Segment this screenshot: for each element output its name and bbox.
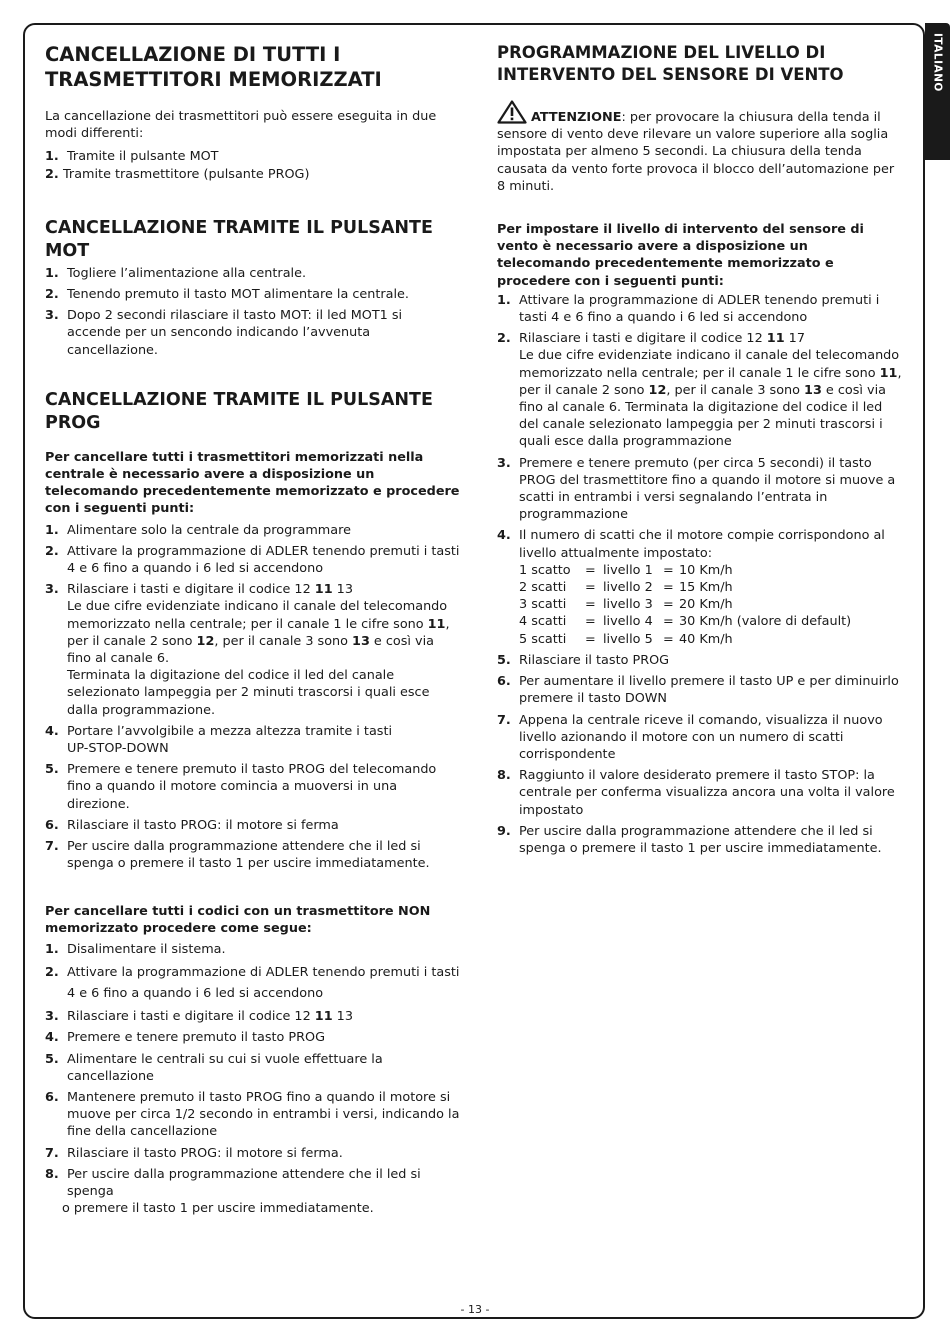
item-text: Le due cifre evidenziate indicano il canale del telecomando memorizzato nella centrale; per il canale 1 le cifre sono [67, 599, 448, 632]
item-text: o premere il tasto 1 per uscire immediatamente. [62, 1201, 374, 1217]
item-number: 1. [45, 265, 59, 281]
item-text: e così via fino al canale 6. Terminata la digitazione del codice il led del canale selezionato lampeggia per 2 minuti trascorsi i quali esce dalla programmazione [519, 382, 886, 450]
item-text: Raggiunto il valore desiderato premere il tasto STOP: la centrale per conferma visualizza ancora una volta il valore impostato [519, 768, 895, 818]
level-name: livello 4 [603, 614, 653, 630]
item-number: 3. [45, 582, 59, 598]
code-channel: 11 [314, 582, 333, 598]
wind-title-line2: INTERVENTO DEL SENSORE DI VENTO [497, 65, 844, 84]
item-number: 9. [497, 823, 511, 839]
wind-title-line1: PROGRAMMAZIONE DEL LIVELLO DI [497, 43, 826, 62]
prog-title-line2: PROG [45, 412, 101, 433]
item-text: Mantenere premuto il tasto PROG fino a quando il motore si muove per circa 1/2 secondo in entrambi i versi, indicando la fine della cancellazione [67, 1089, 460, 1140]
item-number: 1. [497, 292, 511, 308]
item-number: 4. [45, 1030, 59, 1046]
non-memorized-steps-list [45, 941, 460, 1217]
level-name: livello 2 [603, 580, 653, 596]
list-item [45, 962, 460, 1004]
list-item [45, 166, 460, 183]
list-item [45, 1089, 460, 1141]
channel-code: 12 [196, 633, 215, 649]
warning-text: : per provocare la chiusura della tenda il sensore di vento deve rilevare un valore superiore alla soglia impostata per almeno 5 secondi. La chiusura della tenda causata da vento forte provoca il blocco dell’automazione per 8 minuti. [497, 110, 895, 194]
item-number: 2. [45, 543, 59, 559]
item-text: Per uscire dalla programmazione attendere che il led si spenga o premere il tasto 1 per uscire immediatamente. [519, 823, 882, 856]
level-speed: 20 Km/h [679, 597, 733, 613]
mot-section-title: CANCELLAZIONE TRAMITE IL PULSANTE MOT [45, 217, 433, 261]
code-suffix: 13 [332, 1009, 353, 1025]
delete-all-title [45, 42, 460, 92]
item-text: Tramite il pulsante MOT [67, 149, 219, 165]
level-speed: 40 Km/h [679, 631, 733, 647]
item-number: 8. [45, 1166, 59, 1182]
level-name: livello 5 [603, 631, 653, 647]
item-text: Per uscire dalla programmazione attendere che il led si spenga o premere il tasto 1 per uscire immediatamente. [67, 839, 430, 872]
list-item [45, 522, 460, 539]
item-text: Rilasciare il tasto PROG: il motore si ferma [67, 817, 339, 833]
list-item [45, 265, 460, 282]
level-equals: = [585, 614, 596, 630]
level-equals: = [585, 562, 596, 578]
item-number: 1. [45, 522, 59, 538]
channel-code: 13 [804, 382, 822, 398]
level-steps: 1 scatto [519, 562, 571, 578]
item-number: 3. [45, 308, 59, 324]
list-item [45, 1008, 460, 1025]
language-tab-label: ITALIANO [931, 33, 944, 92]
item-text: Appena la centrale riceve il comando, visualizza il nuovo livello azionando il motore con un numero di scatti corrispondente [519, 712, 883, 762]
item-number: 7. [45, 1145, 59, 1161]
mot-steps-list [45, 265, 460, 359]
list-item [45, 148, 460, 165]
level-speed: 15 Km/h [679, 580, 733, 596]
item-text: Tramite trasmettitore (pulsante PROG) [63, 166, 310, 182]
item-number: 3. [497, 455, 511, 471]
item-text: Togliere l’alimentazione alla centrale. [67, 265, 307, 281]
list-item [45, 1145, 460, 1162]
code-prefix: Rilasciare i tasti e digitare il codice 12 [67, 582, 315, 598]
item-number: 1. [45, 941, 59, 957]
level-equals: = [663, 631, 674, 647]
item-text: Per uscire dalla programmazione attendere che il led si spenga [67, 1166, 421, 1199]
right-column [497, 40, 905, 861]
list-item [45, 581, 460, 719]
prog-title-line1: CANCELLAZIONE TRAMITE IL PULSANTE [45, 389, 433, 410]
intro-text: La cancellazione dei trasmettitori può essere eseguita in due modi differenti: [45, 109, 437, 142]
level-equals: = [585, 631, 596, 647]
list-item [45, 761, 460, 813]
level-equals: = [663, 614, 674, 630]
list-item [45, 1051, 460, 1085]
item-text: , per il canale 3 sono [214, 633, 353, 649]
item-text: Dopo 2 secondi rilasciare il tasto MOT: il led MOT1 si accende per un sencondo indicando l’avvenuta cancellazione. [67, 308, 403, 358]
item-text: Alimentare solo la centrale da programmare [67, 522, 351, 538]
wind-sensor-title [497, 42, 905, 86]
list-item [497, 527, 905, 647]
item-text: Tenendo premuto il tasto MOT alimentare la centrale. [67, 287, 409, 303]
channel-code: 13 [352, 633, 370, 649]
list-item [497, 330, 905, 450]
item-text: 4 e 6 fino a quando i 6 led si accendono [67, 986, 324, 1002]
item-text: Premere e tenere premuto (per circa 5 secondi) il tasto PROG del trasmettitore fino a quando il motore si muove a scatti in entrambi i versi segnalando l’entrata in programmazione [519, 455, 896, 523]
level-steps: 2 scatti [519, 580, 567, 596]
item-text: , per il canale 3 sono [666, 382, 805, 398]
item-text: Il numero di scatti che il motore compie corrispondono al livello attualmente impostato: [519, 528, 885, 561]
item-text: Disalimentare il sistema. [67, 941, 226, 957]
item-number: 4. [45, 723, 59, 739]
code-prefix: Rilasciare i tasti e digitare il codice 12 [519, 331, 767, 347]
item-number: 2. [497, 331, 511, 347]
list-item [497, 712, 905, 764]
prog-section-title [45, 389, 460, 435]
level-name: livello 3 [603, 597, 653, 613]
item-number: 5. [497, 652, 511, 668]
level-row [519, 562, 905, 579]
list-item [497, 673, 905, 707]
list-item [45, 838, 460, 872]
item-text: Rilasciare il tasto PROG: il motore si ferma. [67, 1145, 343, 1161]
level-equals: = [585, 580, 596, 596]
item-text: Attivare la programmazione di ADLER tenendo premuti i tasti 4 e 6 fino a quando i 6 led si accendono [519, 292, 880, 326]
channel-code: 12 [648, 382, 667, 398]
list-item [497, 455, 905, 524]
item-text: Portare l’avvolgibile a mezza altezza tramite i tasti [67, 723, 393, 739]
item-number: 2. [45, 166, 59, 182]
list-item [45, 307, 460, 359]
list-item [497, 652, 905, 669]
list-item [45, 1166, 460, 1218]
list-item [45, 286, 460, 303]
level-speed: 10 Km/h [679, 562, 733, 578]
level-row [519, 631, 905, 648]
level-steps: 5 scatti [519, 631, 567, 647]
item-text: Attivare la programmazione di ADLER tenendo premuti i tasti [67, 965, 460, 981]
item-text: , per il canale 2 sono [67, 616, 450, 649]
code-suffix: 13 [332, 582, 353, 598]
item-text: Rilasciare il tasto PROG [519, 652, 670, 668]
item-text: e così via fino al canale 6. [67, 633, 434, 667]
level-steps: 3 scatti [519, 597, 567, 613]
channel-code: 11 [427, 616, 446, 632]
warning-label: ATTENZIONE [531, 110, 622, 125]
code-channel: 11 [766, 331, 785, 347]
item-text: Per aumentare il livello premere il tasto UP e per diminuirlo premere il tasto DOWN [519, 674, 899, 707]
item-number: 6. [45, 1089, 59, 1105]
code-suffix: 17 [784, 331, 805, 347]
left-column [45, 40, 460, 1221]
item-number: 7. [497, 712, 511, 728]
list-item [45, 941, 460, 958]
level-speed: 30 Km/h (valore di default) [679, 614, 852, 630]
item-number: 7. [45, 839, 59, 855]
wind-steps-list [497, 292, 905, 857]
item-text: Le due cifre evidenziate indicano il canale del telecomando memorizzato nella centrale; per il canale 1 le cifre sono [519, 348, 900, 381]
list-item [497, 767, 905, 819]
item-number: 3. [45, 1009, 59, 1025]
item-number: 6. [45, 817, 59, 833]
list-item [45, 1029, 460, 1046]
delete-all-title-line1: CANCELLAZIONE DI TUTTI I [45, 43, 341, 66]
item-number: 5. [45, 762, 59, 778]
non-memorized-intro: Per cancellare tutti i codici con un trasmettitore NON memorizzato procedere come segue: [45, 903, 431, 936]
code-channel: 11 [314, 1009, 333, 1025]
level-steps: 4 scatti [519, 614, 567, 630]
level-equals: = [663, 597, 674, 613]
prog-intro: Per cancellare tutti i trasmettitori memorizzati nella centrale è necessario avere a disposizione un telecomando precedentemente memorizzato e procedere con i seguenti punti: [45, 449, 460, 517]
levels-table [519, 562, 905, 648]
level-equals: = [585, 597, 596, 613]
list-item [45, 543, 460, 577]
item-number: 2. [45, 965, 59, 981]
item-text: Terminata la digitazione del codice il led del canale selezionato lampeggia per 2 minuti trascorsi i quali esce dalla programmazione. [67, 668, 430, 718]
item-text: Premere e tenere premuto il tasto PROG [67, 1030, 326, 1046]
item-text: UP-STOP-DOWN [67, 741, 169, 757]
item-number: 4. [497, 528, 511, 544]
item-number: 5. [45, 1051, 59, 1067]
list-item [45, 817, 460, 834]
item-number: 2. [45, 287, 59, 303]
wind-intro: Per impostare il livello di intervento del sensore di vento è necessario avere a disposizione un telecomando precedentemente memorizzato e procedere con i seguenti punti: [497, 222, 864, 289]
page-number: - 13 - [460, 1303, 490, 1316]
item-number: 6. [497, 674, 511, 690]
level-name: livello 1 [603, 562, 653, 578]
item-text: Premere e tenere premuto il tasto PROG del telecomando fino a quando il motore comincia a muoversi in una direzione. [67, 762, 437, 812]
code-prefix: Rilasciare i tasti e digitare il codice 12 [67, 1009, 315, 1025]
item-number: 1. [45, 149, 59, 165]
warning-paragraph [497, 100, 905, 195]
list-item [497, 292, 905, 326]
level-equals: = [663, 580, 674, 596]
level-row [519, 613, 905, 630]
list-item [45, 723, 460, 757]
item-text: Attivare la programmazione di ADLER tenendo premuti i tasti 4 e 6 fino a quando i 6 led si accendono [67, 543, 460, 577]
prog-steps-list [45, 522, 460, 873]
item-text: , per il canale 2 sono [519, 365, 902, 398]
modes-list [45, 148, 460, 182]
channel-code: 11 [879, 365, 898, 381]
language-tab [925, 23, 950, 160]
item-text: Alimentare le centrali su cui si vuole effettuare la cancellazione [67, 1051, 383, 1084]
delete-all-title-line2: TRASMETTITORI MEMORIZZATI [45, 68, 382, 91]
item-number: 8. [497, 768, 511, 784]
level-row [519, 579, 905, 596]
level-row [519, 596, 905, 613]
warning-triangle-icon [497, 100, 527, 124]
level-equals: = [663, 562, 674, 578]
list-item [497, 823, 905, 857]
